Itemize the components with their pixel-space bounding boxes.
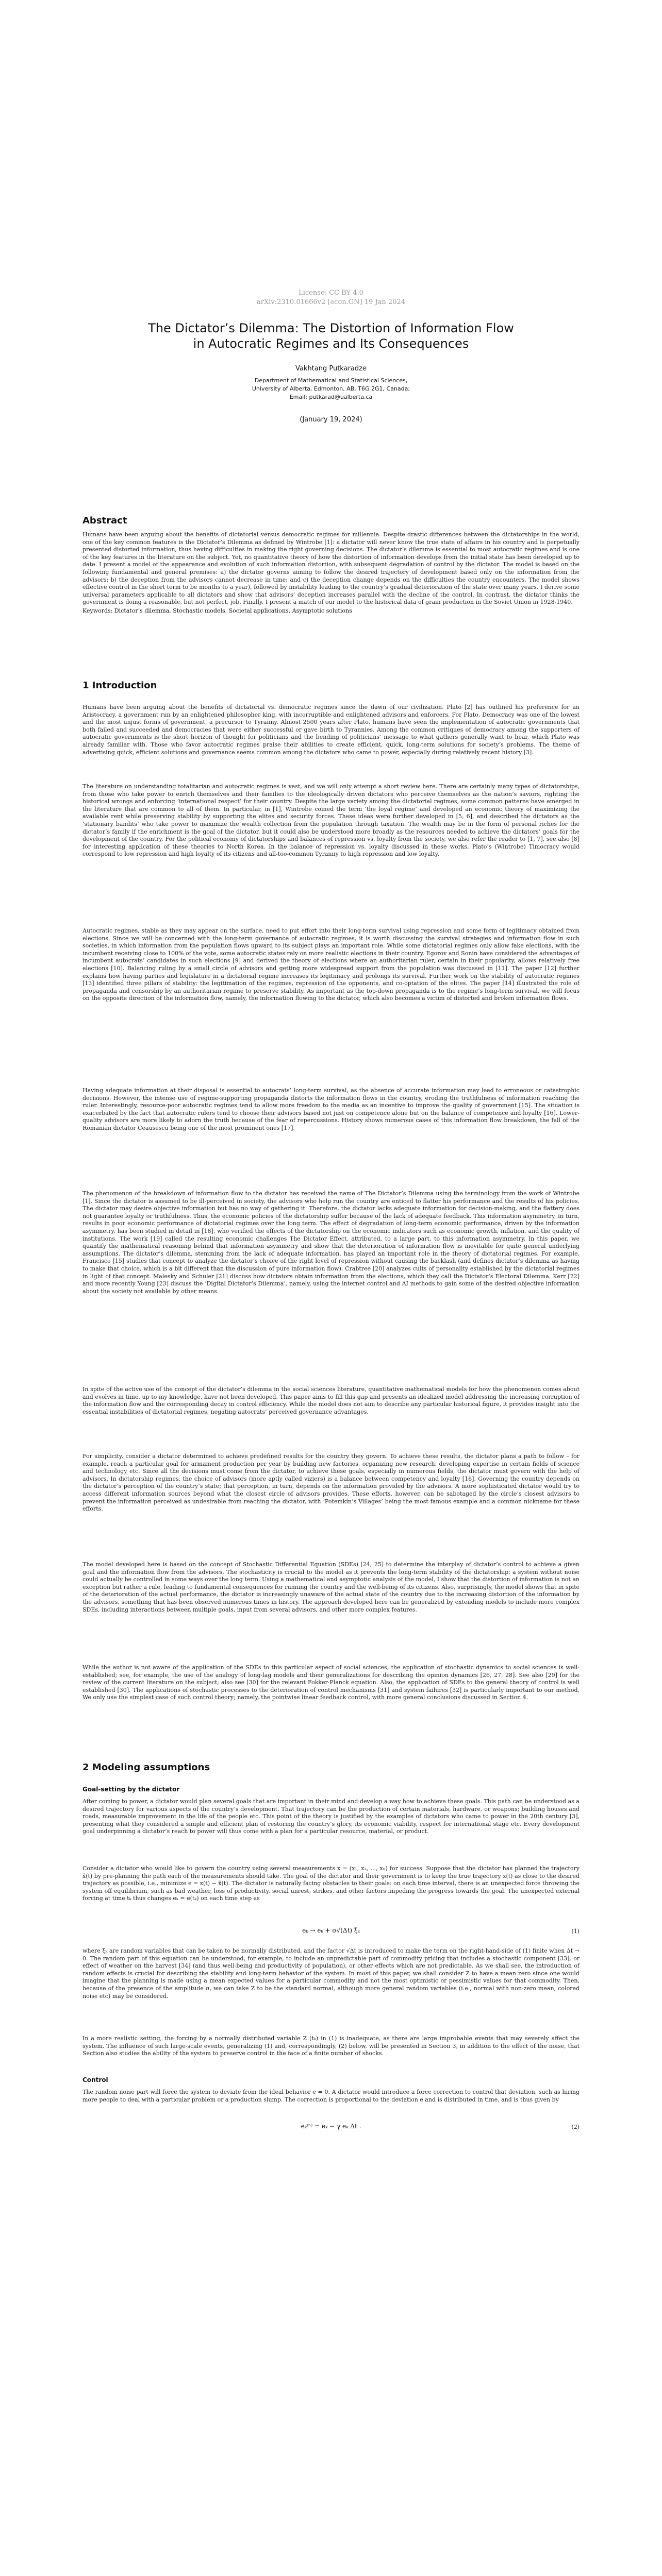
subsection-goal-setting [82, 1786, 580, 1793]
intro-paragraph [82, 927, 580, 1003]
intro-paragraph-6: In spite of the active use of the concept of the dictator’s dilemma in the social sciences literature, quantitative mathematical models for how the phenomenon comes about and evolves in time, up to my knowledge, have not been developed. This paper aims to fill this gap and presents an idealized model addressing the increasing corruption of the information flow and the corresponding decay in control efficiency. While the model does not aim to describe any particular historical figure, it provides insight into the essential instabilities of dictatorial regimes, negating autocrats’ perceived governance advantages. [82, 1386, 580, 1415]
intro-paragraph-8: The model developed here is based on the concept of Stochastic Differential Equation (SDEs) [24, 25] to determine the interplay of dictator’s control to achieve a given goal and the information flow from the advisors. The stochasticity is crucial to the model as it prevents the long-term stability of the dictatorship: a system without noise could actually be controlled in some ways over the long term. Using a mathematical and asymptotic analysis of the model, I show that the distortion of information is not an exception but rather a rule, leading to fundamental consequences for running the country and the well-being of its citizens. Also, surprisingly, the model shows that in spite of the deterioration of the actual performance, the dictator is increasingly unaware of the actual state of the country due to the increasing distortion of the information by the advisors, something that has been observed numerous times in history. The approach developed here can be generalized by extending models to include more complex SDEs, including interactions between multiple goals, input from several advisors, and other more complex features. [82, 1561, 580, 1613]
author-email[interactable]: Email: putkarad@ualberta.ca [289, 394, 373, 400]
intro-paragraph [82, 1386, 580, 1416]
equation-2-number: (2) [571, 2124, 580, 2130]
equation-1-body: eₖ → eₖ + σ√(Δt) ξₖ [302, 1927, 360, 1934]
intro-paragraph [82, 1453, 580, 1513]
control-paragraph-1: The random noise part will force the system to deviate from the ideal behavior e = 0. A dictator would introduce a force correction to control that deviation, such as hiring more people to deal with a particular problem or a production slump. The correction is proportional to the deviation e and is distributed in time, and is thus given by [82, 2089, 580, 2103]
equation-2-body: eₖ⁽ⁿ⁾ = eₖ − γ eₖ Δt . [301, 2123, 361, 2130]
equation-2 [82, 2123, 580, 2133]
section-heading-introduction: 1 Introduction [82, 680, 157, 691]
intro-paragraph-3: Autocratic regimes, stable as they may appear on the surface, need to put effort into their long-term survival using repression and some form of legitimacy obtained from elections. Since we will be concerned with the long-term governance of autocratic regimes, it is worth discussing the survival strategies and information flow in such societies, in which information from the population flows upward to its subject plays an important role. While some dictatorial regimes only allow fake elections, with the incumbent receiving close to 100% of the vote, some autocratic states rely on more realistic elections in their country. Egorov and Sonin have considered the advantages of incumbent autocrats’ candidates in such elections [9] and derived the theory of elections where an authoritarian ruler, certain in their popularity, allows relatively free elections [10]. Balancing ruling by a small circle of advisors and getting more widespread support from the population was discussed in [11]. The paper [12] further explains how having parties and legislature in a dictatorial regime increases its legitimacy and prolongs its survival. Further work on the stability of autocratic regimes [13] identified three pillars of stability: the legitimation of the regimes, repression of the opponents, and co-optation of the elites. The paper [14] illustrated the role of propaganda and censorship by an authoritarian regime to preserve stability. As important as the top-down propaganda is to the regime’s long-term survival, we will focus on the opposite direction of the information flow, namely, the information flowing to the dictator, which also becomes a victim of distorted and broken information flows. [82, 927, 580, 1002]
author-affiliation [82, 377, 580, 401]
goal-paragraph [82, 1798, 580, 1836]
keywords: Keywords: Dictator’s dilemma, Stochastic models, Societal applications, Asymptotic solutions [82, 607, 352, 614]
intro-paragraph [82, 783, 580, 858]
arxiv-id[interactable]: arXiv:2310.01666v2 [econ.GN] 19 Jan 2024 [257, 298, 405, 306]
goal-paragraph [82, 1865, 580, 1903]
noise-paragraph-1: where ξₖ are random variables that can be taken to be normally distributed, and the factor √Δt is introduced to make the term on the right-hand-side of (1) finite when Δt → 0. The random part of this equation can be understood, for example, to include an unpredictable part of commodity pricing that includes a stochastic component [33], or effect of weather on the harvest [34] (and thus well-being and productivity of population), or other effects which are not predictable. As we shall see, the introduction of random effects is crucial for describing the stability and long-term behavior of the system. In most of this paper, we shall consider Z to have a mean zero since one would imagine that the planning is made using a mean expected values for a particular commodity and not the most optimistic or pessimistic values for that commodity. Then, because of the presence of the amplitude σ, we can take Z to be the standard normal, although more general random variables (i.e., normal with non-zero mean, colored noise etc) may be considered. [82, 1947, 580, 1999]
intro-paragraph-2: The literature on understanding totalitarian and autocratic regimes is vast, and we will only attempt a short review here. There are certainly many types of dictatorships, from those who take power to enrich themselves and their families to the ideologically driven dictators who perceive themselves as the nation’s saviors, righting the historical wrongs and enforcing ‘international respect’ for their country. Despite the large variety among the dictatorial regimes, some common patterns have emerged in the literature that are common to all of them. In particular, in [1], Wintrobe coined the term ‘the loyal regime’ and developed an economic theory of maximizing the available rent while preserving stability by supporting the elites and security forces. These ideas were further developed in [5, 6], and described the dictators as the ‘stationary bandits’ who take power to maximize the wealth collection from the population through taxation. The wealth may be in the form of personal riches for the dictator’s family if the enrichment is the goal of the dictator, but it could also be understood more broadly as the resources needed to achieve the dictators’ goals for the development of the country. For the political economy of dictatorships and balances of repression vs. loyalty from the society, we also refer the reader to [1, 7], see also [8] for interesting application of these theories to North Korea. In the balance of repression vs. loyalty discussed in these works, Plato’s (Wintrobe) Timocracy would correspond to low repression and high loyalty of its citizens and all-too-common Tyranny to high repression and low loyalty. [82, 783, 580, 858]
equation-1 [82, 1927, 580, 1937]
section-modeling-assumptions [82, 1762, 580, 1773]
paper-meta [82, 289, 580, 307]
noise-paragraph-2: In a more realistic setting, the forcing by a normally distributed variable Z (tₖ) in (1) is inadequate, as there are large improbable events that may severely affect the system. The influence of such large-scale events, generalizing (1) and, correspondingly, (2) below, will be presented in Section 3, in addition to the effect of the noise, that Section also studies the ability of the system to preserve control in the face of a finite number of shocks. [82, 2035, 580, 2057]
intro-paragraph [82, 1561, 580, 1614]
noise-paragraph [82, 1947, 580, 2000]
intro-paragraph [82, 704, 580, 756]
goal-paragraph-2: Consider a dictator who would like to govern the country using several measurements x = (x₁, x₂, ..., xₙ) for success. Suppose that the dictator has planned the trajectory x̄(t) by pre-planning the path each of the measurements should take. The goal of the dictator and their government is to keep the true trajectory x(t) as close to the desired trajectory as possible, i.e., minimize e = x(t) − x̄(t). The dictator is naturally facing obstacles to their goals: on each time interval, there is an unexpected force throwing the system off equilibrium, such as bad weather, loss of productivity, social unrest, strikes, and other factors impeding the progress towards the goal. The unexpected external forcing at time tₖ thus changes eₖ = e(tₖ) on each time step as [82, 1865, 580, 1902]
intro-paragraph-5: The phenomenon of the breakdown of information flow to the dictator has received the name of The Dictator’s Dilemma using the terminology from the work of Wintrobe [1]. Since the dictator is assumed to be ill-perceived in society, the advisors who help run the country are enticed to flatter his performance and the results of his policies. The dictator may desire objective information but has no way of gathering it. Therefore, the dictator lacks adequate information for decision-making, and the flattery does not guarantee loyalty or truthfulness. Thus, the economic policies of the dictatorship suffer because of the lack of adequate feedback. This information asymmetry, in turn, results in poor economic performance of dictatorial regimes over the long term. The effect of degradation of long-term economic performance, driven by the information asymmetry, has been studied in detail in [18], who verified the effects of the dictatorship on the economic indicators such as economic growth, inflation, and the quality of institutions. The work [19] called the resulting economic challenges The Dictator Effect, attributed, to a large part, to this information asymmetry. In this paper, we quantify the mathematical reasoning behind that information asymmetry and show that the deterioration of information flow is inevitable for quite general underlying assumptions. The dictator’s dilemma, stemming from the lack of adequate information, has played an important role in the theory of dictatorial regimes. For example, Francisco [15] studies that concept to analyze the dictator’s choice of the right level of repression without causing the backlash (and defines dictator’s dilemma as having to make that choice, which is a bit different than the discussion of pure information flow). Crabtree [20] analyzes cults of personality established by the dictatorial regimes in light of that concept. Malesky and Schuler [21] discuss how dictators obtain information from the elections, which they call the Dictator’s Electoral Dilemma. Kerr [22] and more recently Young [23] discuss the ‘Digital Dictator’s Dilemma’, namely, using the internet control and AI methods to gain some of the desired objective information about the society not available by other means. [82, 1190, 580, 1295]
intro-paragraph [82, 1664, 580, 1702]
intro-paragraph [82, 1087, 580, 1132]
section-heading-modeling: 2 Modeling assumptions [82, 1762, 210, 1773]
equation-1-number: (1) [571, 1928, 580, 1935]
subsection-control [82, 2076, 580, 2083]
intro-paragraph-1: Humans have been arguing about the benefits of dictatorial vs. democratic regimes since the dawn of our civilization. Plato [2] has outlined his preference for an Aristocracy, a government run by an enlightened philosopher king, with incorruptible and enlightened advisors and enforcers. For Plato, Democracy was one of the lowest and the most unjust forms of government, a precursor to Tyranny. Almost 2500 years after Plato, humans have seen the implementation of autocratic governments that both failed and succeeded and democracies that were either successful or gave birth to Tyrannies. Among the common critiques of democracy among the supporters of autocratic governments is the short horizon of thought for politicians and the bending of politicians’ message to what gathers generally want to hear, which Plato was already familiar with. Those who favor autocratic regimes praise their abilities to create efficient, quick, long-term solutions for society’s problems. The theme of advertising quick, efficient solutions and governance seems common among the dictators who came to power, especially during relatively recent history [3]. [82, 704, 580, 756]
paper-column [82, 0, 580, 2130]
subheading-control: Control [82, 2076, 108, 2083]
paper-date: (January 19, 2024) [300, 416, 362, 423]
affiliation-line-2: University of Alberta, Edmonton, AB, T6G 2G1, Canada; [252, 385, 410, 392]
affiliation-line-1: Department of Mathematical and Statistical Sciences, [254, 377, 408, 384]
intro-paragraph [82, 1190, 580, 1295]
goal-paragraph-1: After coming to power, a dictator would plan several goals that are important in their mind and develop a way how to achieve these goals. This path can be understood as a desired trajectory for various aspects of the country’s development. That trajectory can be the production of certain materials, hardware, or weapons; building houses and roads, measurable improvement in the life of the people etc. This point of the theory is justified by the examples of dictators who came to power in the 20th century [3], presenting what they considered a simple and efficient plan of restoring the country’s glory, its economic viability, respect for international stage etc. Every development goal underpinning a dictator’s reach to power will thus come with a plan for a particular resource, material, or product. [82, 1798, 580, 1835]
intro-paragraph-9: While the author is not aware of the application of the SDEs to this particular aspect of social sciences, the application of stochastic dynamics to social sciences is well-established; see, for example, the use of the analogy of long-lag models and their generalizations for describing the opinion dynamics [26, 27, 28]. See also [29] for the review of the current literature on the subject; also see [30] for the relevant Fokker-Planck equation. Also, the application of SDEs to the general theory of control is well established [30]. The applications of stochastic processes to the deterioration of control mechanisms [31] and system failures [32] is particularly important to our method. We only use the simplest case of such control theory; namely, the pointwise linear feedback control, with more general conclusions discussed in Section 4. [82, 1664, 580, 1701]
intro-paragraph-7: For simplicity, consider a dictator determined to achieve predefined results for the country they govern. To achieve these results, the dictator plans a path to follow – for example, reach a particular goal for armament production per year by building new factories, organizing new research, developing expertise in certain fields of science and technology etc. Since all the decisions must come from the dictator, to achieve these goals, especially in numerous fields, the dictator must govern with the help of advisors. In dictatorship regimes, the choice of advisors (more aptly called viziers) is a balance between competency and loyalty [16]. Governing the country depends on the dictator’s perception of the country’s state; that perception, in turn, depends on the information provided by the advisors. A more sophisticated dictator would try to access different information sources beyond what the closest circle of advisors provides. These efforts, however, can be sabotaged by the circle’s closest advisors to prevent the information perceived as undesirable from reaching the dictator, with ‘Potemkin’s Villages’ being the most famous example and a common nickname for these efforts. [82, 1453, 580, 1513]
subheading-goal-setting: Goal-setting by the dictator [82, 1786, 180, 1793]
license-link[interactable]: License: CC BY 4.0 [299, 289, 363, 297]
paper-title: The Dictator’s Dilemma: The Distortion of Information Flow in Autocratic Regimes and Its Consequences [148, 321, 514, 351]
noise-paragraph [82, 2035, 580, 2058]
abstract-text: Humans have been arguing about the benefits of dictatorial versus democratic regimes for millennia. Despite drastic differences between the dictatorships in the world, one of the key common features is the Dictator’s Dilemma as defined by Wintrobe [1]: a dictator will never know the true state of affairs in his country and is perpetually presented distorted information, thus having difficulties in making the right governing decisions. The dictator’s dilemma is essential to most autocratic regimes and is one of the key features in the literature on the subject. Yet, no quantitative theory of how the distortion of information develops from the initial state has been developed up to date. I present a model of the appearance and evolution of such information distortion, with subsequent degradation of control by the dictator. The model is based on the following fundamental and general premises: a) the dictator governs aiming to follow the desired trajectory of development based only on the information from the advisors; b) the deception from the advisors cannot decrease in time; and c) the deception change depends on the difficulties the country encounters. The model shows effective control in the short term to be months to a year), followed by instability leading to the country’s gradual deterioration of the state over many years. I derive some universal parameters applicable to all dictators and show that advisors’ deception increases parallel with the decline of the control. In contrast, the dictator thinks the government is doing a reasonable, but not perfect, job. Finally, I present a match of our model to the historical data of grain production in the Soviet Union in 1928-1940. [82, 531, 580, 606]
intro-paragraph-4: Having adequate information at their disposal is essential to autocrats’ long-term survival, as the absence of accurate information may lead to erroneous or catastrophic decisions. However, the intense use of regime-supporting propaganda distorts the information flows in the country, eroding the truthfulness of information reaching the ruler. Interestingly, resource-poor autocratic regimes tend to allow more freedom to the media as an incentive to improve the quality of government [15]. The situation is exacerbated by the fact that autocratic rulers tend to choose their advisors based not just on competence alone but on the balance of competence and loyalty [16]. Lower-quality advisors are more likely to adorn the truth because of the fear of repercussions. History shows numerous cases of this information flow breakdown, the fall of the Romanian dictator Ceausescu being one of the most prominent ones [17]. [82, 1087, 580, 1131]
abstract-heading: Abstract [82, 515, 127, 526]
abstract-section [82, 515, 580, 615]
author-name: Vakhtang Putkaradze [295, 365, 367, 372]
control-paragraph [82, 2089, 580, 2104]
section-introduction [82, 680, 580, 691]
